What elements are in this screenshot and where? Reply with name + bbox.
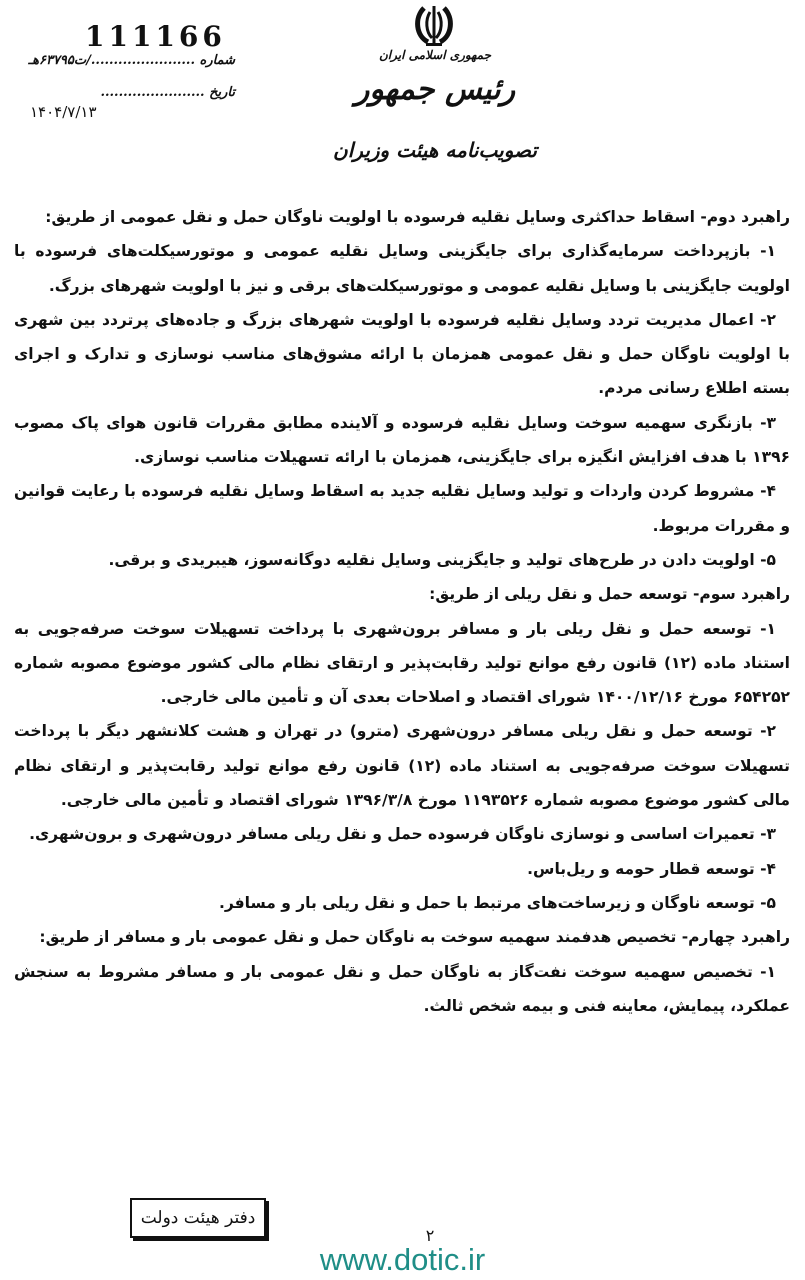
list-item — [14, 406, 790, 475]
date-row — [0, 85, 235, 100]
office-stamp: دفتر هیئت دولت — [130, 1198, 266, 1238]
website-link[interactable]: www.dotic.ir — [319, 1242, 486, 1277]
list-item — [14, 886, 790, 920]
paragraph-text: ۳- بازنگری سهمیه سوخت وسایل نقلیه فرسوده و آلاینده مطابق مقررات قانون هوای پاک مصوب ۱۳۹۶ با هدف افزایش انگیزه برای جایگزینی، همزمان با ارائه تسهیلات مناسب نوسازی. — [14, 413, 790, 467]
handwritten-date: ۱۴۰۴/۷/۱۳ — [30, 103, 97, 121]
list-item — [14, 817, 790, 851]
handwritten-number: 111166 — [85, 20, 226, 53]
paragraph-text: ۳- تعمیرات اساسی و نوسازی ناوگان فرسوده حمل و نقل ریلی مسافر درون‌شهری و برون‌شهری. — [29, 825, 776, 844]
list-item — [14, 234, 790, 303]
paragraph-text: ۲- اعمال مدیریت تردد وسایل نقلیه فرسوده با اولویت شهرهای بزرگ و جاده‌های پرتردد بین شهری با اولویت ناوگان حمل و نقل عمومی همزمان با ارائه مشوق‌های مناسب نوسازی و تدارک و اجرای بسته اطلاع رسانی مردم. — [14, 310, 790, 398]
list-item — [14, 955, 790, 1024]
strategy-heading — [14, 920, 790, 954]
number-label: شماره — [199, 53, 235, 68]
paragraph-text: ۵- توسعه ناوگان و زیرساخت‌های مرتبط با حمل و نقل ریلی بار و مسافر. — [218, 893, 776, 912]
iran-emblem-icon — [412, 4, 456, 48]
paragraph-text: توسعه حمل و نقل ریلی از طریق: — [429, 585, 693, 604]
paragraph-text: ۲- توسعه حمل و نقل ریلی مسافر درون‌شهری (مترو) در تهران و هشت کلانشهر دیگر با پرداخت تسهیلات سوخت صرفه‌جویی به استناد ماده (۱۲) قانون رفع موانع تولید رقابت‌پذیر و ارتقای نظام مالی کشور موضوع مصوبه شماره ۱۱۹۳۵۲۶ مورخ ۱۳۹۶/۳/۸ شورای اقتصاد و تأمین مالی خارجی. — [14, 722, 790, 810]
paragraph-text: ۱- تخصیص سهمیه سوخت نفت‌گاز به ناوگان حمل و نقل عمومی بار و مسافر مشروط به سنجش عملکرد، پیمایش، معاینه فنی و بیمه شخص ثالث. — [14, 962, 790, 1015]
number-row — [0, 53, 235, 68]
page-number: ۲ — [425, 1226, 435, 1245]
strategy-heading — [14, 577, 790, 611]
list-item — [14, 474, 790, 543]
number-value: ......................./ت۶۳۷۹۵هـ — [28, 53, 195, 68]
list-item — [14, 852, 790, 886]
list-item — [14, 612, 790, 715]
date-label: تاریخ — [209, 85, 235, 100]
strategy-label: راهبرد چهارم- — [681, 928, 790, 947]
paragraph-text: ۵- اولویت دادن در طرح‌های تولید و جایگزینی وسایل نقلیه دوگانه‌سوز، هیبریدی و برقی. — [108, 550, 776, 569]
date-dots: ....................... — [100, 85, 205, 100]
paragraph-text: ۱- توسعه حمل و نقل ریلی بار و مسافر برون‌شهری با پرداخت تسهیلات سوخت صرفه‌جویی به استناد ماده (۱۲) قانون رفع موانع تولید رقابت‌پذیر و ارتقای نظام مالی کشور موضوع مصوبه شماره ۶۵۴۲۵۲ مورخ ۱۴۰۰/۱۲/۱۶ شورای اقتصاد و اصلاحات بعدی آن و تأمین مالی خارجی. — [14, 619, 790, 707]
office-title: رئیس جمهور — [354, 72, 516, 107]
strategy-label: راهبرد سوم- — [692, 585, 790, 604]
strategy-label: راهبرد دوم- — [700, 208, 790, 226]
strategy-heading — [14, 200, 790, 234]
paragraph-text: ۴- مشروط کردن واردات و تولید وسایل نقلیه جدید به اسقاط وسایل نقلیه فرسوده با رعایت قوانین و مقررات مربوط. — [14, 482, 790, 535]
list-item — [14, 543, 790, 577]
paragraph-text: ۱- بازپرداخت سرمایه‌گذاری برای جایگزینی وسایل نقلیه عمومی و موتورسیکلت‌های فرسوده با اولویت جایگزینی با وسایل نقلیه عمومی و موتورسیکلت‌های برقی و نیز با اولویت شهرهای بزرگ. — [14, 242, 790, 295]
document-body — [14, 200, 790, 1023]
paragraph-text: تخصیص هدفمند سهمیه سوخت به ناوگان حمل و نقل عمومی بار و مسافر از طریق: — [39, 928, 682, 947]
document-type: تصویب‌نامه هیئت وزیران — [333, 138, 537, 162]
paragraph-text: اسقاط حداکثری وسایل نقلیه فرسوده با اولویت ناوگان حمل و نقل عمومی از طریق: — [45, 208, 701, 226]
country-name: جمهوری اسلامی ایران — [378, 48, 492, 62]
list-item — [14, 714, 790, 817]
list-item — [14, 303, 790, 406]
paragraph-text: ۴- توسعه قطار حومه و ریل‌باس. — [527, 859, 776, 878]
